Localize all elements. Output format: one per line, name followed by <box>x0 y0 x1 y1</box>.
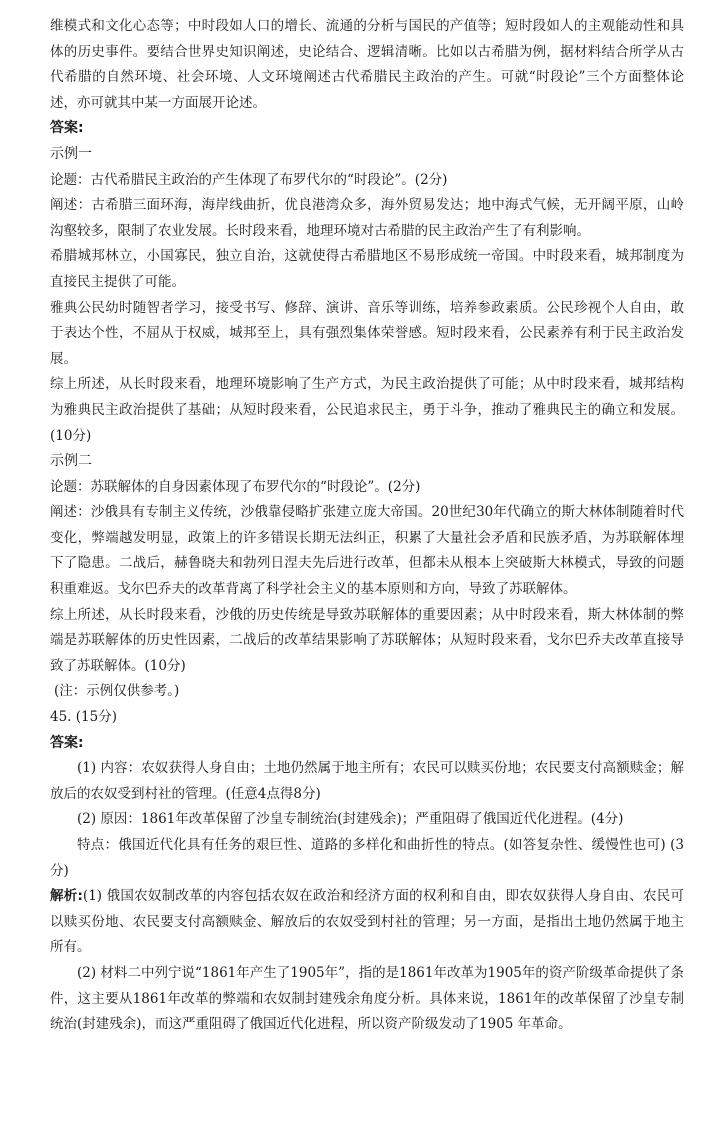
answer-part-1: (1) 内容：农奴获得人身自由；土地仍然属于地主所有；农民可以赎买份地；农民要支付高额赎金；解放后的农奴受到村社的管理。(任意4点得8分) <box>50 760 684 802</box>
answer-label: 答案: <box>50 734 84 751</box>
example-one-thesis: 论题：古代希腊民主政治的产生体现了布罗代尔的“时段论”。(2分) <box>50 171 448 188</box>
example-one-paragraph-3: 雅典公民幼时随智者学习，接受书写、修辞、演讲、音乐等训练，培养参政素质。公民珍视个人自由，敢于表达个性，不屈从于权威，城邦至上，具有强烈集体荣誉感。短时段来看，公民素养有利于民主政治发展。 <box>50 299 684 367</box>
question-45-heading: 45. (15分) <box>50 709 117 726</box>
continuation-paragraph: 维模式和文化心态等；中时段如人口的增长、流通的分析与国民的产值等；短时段如人的主观能动性和具体的历史事件。要结合世界史知识阐述，史论结合、逻辑清晰。比如以古希腊为例，据材料结合所学从古代希腊的自然环境、社会环境、人文环境阐述古代希腊民主政治的产生。可就“时段论”三个方面整体论述，亦可就其中某一方面展开论述。 <box>50 18 684 111</box>
example-one-paragraph-1: 阐述：古希腊三面环海，海岸线曲折，优良港湾众多，海外贸易发达；地中海式气候，无开阔平原，山岭沟壑较多，限制了农业发展。长时段来看，地理环境对古希腊的民主政治产生了有利影响。 <box>50 197 684 239</box>
answer-part-2: (2) 原因：1861年改革保留了沙皇专制统治(封建残余)；严重阻碍了俄国近代化进程。(4分) <box>77 811 624 828</box>
analysis-label: 解析: <box>50 888 83 905</box>
example-two-summary: 综上所述，从长时段来看，沙俄的历史传统是导致苏联解体的重要因素；从中时段来看，斯大林体制的弊端是苏联解体的历史性因素，二战后的改革结果影响了苏联解体；从短时段来看，戈尔巴乔夫改革直接导致了苏联解体。(10分) <box>50 606 684 674</box>
example-note: (注：示例仅供参考。) <box>54 683 180 700</box>
analysis-paragraph-1 <box>50 884 684 961</box>
example-one-summary: 综上所述，从长时段来看，地理环境影响了生产方式，为民主政治提供了可能；从中时段来看，城邦结构为雅典民主政治提供了基础；从短时段来看，公民追求民主，勇于斗争，推动了雅典民主的确立和发展。(10分) <box>50 376 684 444</box>
example-one-paragraph-2: 希腊城邦林立，小国寡民，独立自治，这就使得古希腊地区不易形成统一帝国。中时段来看，城邦制度为直接民主提供了可能。 <box>50 248 684 290</box>
answer-part-2-features: 特点：俄国近代化具有任务的艰巨性、道路的多样化和曲折性的特点。(如答复杂性、缓慢性也可) (3 分) <box>50 837 684 879</box>
example-two-paragraph-1: 阐述：沙俄具有专制主义传统，沙俄靠侵略扩张建立庞大帝国。20世纪30年代确立的斯大林体制随着时代变化，弊端越发明显，政策上的许多错误长期无法纠正，积累了大量社会矛盾和民族矛盾，为苏联解体埋下了隐患。二战后，赫鲁晓夫和勃列日涅夫先后进行改革，但都未从根本上突破斯大林模式，导致的问题积重难返。戈尔巴乔夫的改革背离了科学社会主义的基本原则和方向，导致了苏联解体。 <box>50 504 684 598</box>
example-two-thesis: 论题：苏联解体的自身因素体现了布罗代尔的“时段论”。(2分) <box>50 478 421 495</box>
analysis-text-1: (1) 俄国农奴制改革的内容包括农奴在政治和经济方面的权利和自由，即农奴获得人身自由、农民可以赎买份地、农民要支付高额赎金、解放后的农奴受到村社的管理；另一方面，是指出土地仍然属于地主所有。 <box>50 888 684 956</box>
example-one-heading: 示例一 <box>50 145 92 162</box>
analysis-paragraph-2: (2) 材料二中列宁说“1861年产生了1905年”，指的是1861年改革为1905年的资产阶级革命提供了条件，这主要从1861年改革的弊端和农奴制封建残余角度分析。具体来说，1861年的改革保留了沙皇专制统治(封建残余)，而这严重阻碍了俄国近代化进程，所以资产阶级发动了1905 年革命。 <box>50 964 684 1033</box>
example-two-heading: 示例二 <box>50 453 92 470</box>
answer-label: 答案: <box>50 120 84 137</box>
